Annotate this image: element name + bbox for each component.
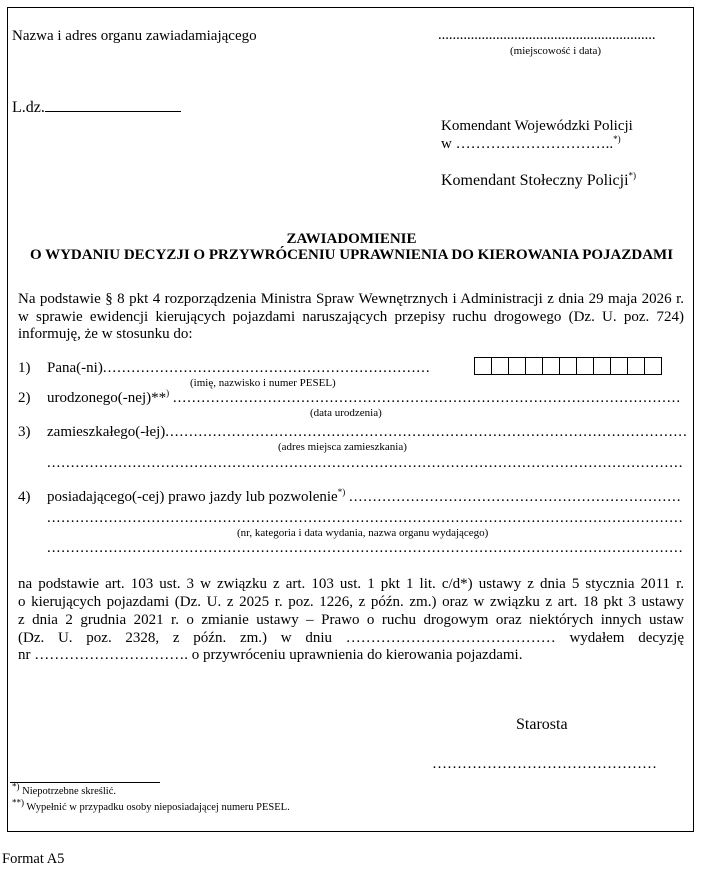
recipient-line1: Komendant Wojewódzki Policji — [441, 118, 633, 134]
doc-subtitle: O WYDANIU DECYZJI O PRZYWRÓCENIU UPRAWNIENIA DO KIEROWANIA POJAZDAMI — [29, 247, 674, 263]
field3-dots — [165, 424, 687, 441]
footnote-2-text: Wypełnić w przypadku osoby nieposiadającej numeru PESEL. — [24, 802, 290, 813]
address-field[interactable] — [47, 424, 687, 441]
field4-dots-line2 — [47, 510, 682, 527]
ref-label: L.dz. — [12, 99, 45, 116]
pesel-digit-box[interactable] — [593, 357, 611, 375]
recipient-line2 — [441, 136, 621, 153]
field4-dots — [349, 489, 682, 506]
license-field-line3[interactable] — [47, 540, 682, 557]
signature-title: Starosta — [516, 716, 568, 733]
field2-label-text: urodzonego(-nej)** — [47, 390, 167, 406]
ref-number — [12, 97, 181, 117]
pesel-digit-box[interactable] — [576, 357, 594, 375]
address-field-line2[interactable] — [47, 455, 682, 472]
field2-dots — [173, 390, 682, 407]
intro-line2: w sprawie ewidencji kierujących pojazdami naruszających przepisy ruchu drogowego (Dz. U. poz. 724) — [18, 309, 684, 325]
basis-line1: na podstawie art. 103 ust. 3 w związku z art. 103 ust. 1 pkt 1 lit. c/d*) ustawy z dnia 5 stycznia 2011 r. — [18, 576, 684, 592]
field3-caption: (adres miejsca zamieszkania) — [278, 441, 407, 453]
pesel-digit-box[interactable] — [644, 357, 662, 375]
field4-dots-line3 — [47, 540, 682, 557]
pesel-digit-box[interactable] — [525, 357, 543, 375]
format-label: Format A5 — [2, 851, 65, 867]
footnote-divider — [10, 782, 160, 783]
intro-line3: informuję, że w stosunku do: — [18, 326, 193, 342]
recipient-line2-mark: *) — [613, 134, 621, 144]
license-field[interactable] — [47, 489, 682, 506]
pesel-digit-box[interactable] — [559, 357, 577, 375]
basis-line2: o kierujących pojazdami (Dz. U. z 2025 r. poz. 1226, z późn. zm.) oraz w związku z art. 18 pkt 3 ustawy — [18, 594, 684, 610]
field3-label: zamieszkałego(-łej) — [47, 424, 166, 440]
field2-number: 2) — [18, 390, 31, 406]
place-date-caption: (miejscowość i data) — [510, 45, 602, 57]
license-field-line2[interactable] — [47, 510, 682, 527]
field4-number: 4) — [18, 489, 31, 505]
intro-line1: Na podstawie § 8 pkt 4 rozporządzenia Ministra Spraw Wewnętrznych i Administracji z dnia 29 maja 2026 r. — [18, 291, 684, 307]
recipient-line3 — [441, 172, 636, 190]
pesel-digit-box[interactable] — [542, 357, 560, 375]
pesel-boxes[interactable] — [474, 357, 662, 375]
basis-line5: nr …………………………. o przywróceniu uprawnienia do kierowania pojazdami. — [18, 647, 523, 663]
doc-title: ZAWIADOMIENIE — [286, 231, 417, 247]
signature-field[interactable]: ……………………………………… — [432, 756, 657, 772]
birth-date-field[interactable] — [47, 390, 682, 407]
field2-label — [47, 390, 173, 407]
basis-line3: z dnia 2 grudnia 2021 r. o zmianie ustawy – Prawo o ruchu drogowym oraz niektórych innych ustaw — [18, 612, 684, 628]
field2-mark: ) — [166, 388, 170, 398]
field2-caption: (data urodzenia) — [310, 407, 382, 419]
field3-number: 3) — [18, 424, 31, 440]
field1-dots — [103, 360, 430, 377]
ref-number-field[interactable] — [45, 97, 181, 112]
field1-caption: (imię, nazwisko i numer PESEL) — [190, 377, 336, 389]
field3-dots-line2 — [47, 455, 682, 472]
field4-label-text: posiadającego(-cej) prawo jazdy lub pozwolenie — [47, 489, 338, 505]
footnote-2-mark: **) — [12, 797, 24, 808]
pesel-digit-box[interactable] — [474, 357, 492, 375]
pesel-digit-box[interactable] — [627, 357, 645, 375]
field1-number: 1) — [18, 360, 31, 376]
recipient-line3-mark: *) — [628, 170, 637, 181]
recipient-city-field[interactable]: w ………………………….. — [441, 136, 614, 152]
footnote-1-mark: *) — [12, 781, 20, 792]
sender-label: Nazwa i adres organu zawiadamiającego — [12, 28, 257, 44]
field1-label: Pana(-ni) — [47, 360, 103, 376]
basis-line4: (Dz. U. poz. 2328, z późn. zm.) w dniu …………………………………… wydałem decyzję — [18, 630, 684, 646]
pesel-digit-box[interactable] — [491, 357, 509, 375]
footnote-1 — [12, 781, 117, 797]
pesel-digit-box[interactable] — [508, 357, 526, 375]
footnote-1-text: Niepotrzebne skreślić. — [19, 786, 117, 797]
name-pesel-field[interactable] — [47, 360, 430, 377]
field4-mark: *) — [337, 487, 346, 497]
pesel-digit-box[interactable] — [610, 357, 628, 375]
field4-caption: (nr, kategoria i data wydania, nazwa organu wydającego) — [237, 527, 489, 539]
recipient-line3-text: Komendant Stołeczny Policji — [441, 172, 629, 189]
footnote-2 — [12, 797, 290, 813]
field4-label — [47, 489, 349, 506]
place-date-field[interactable]: ............................................................ — [438, 27, 656, 43]
